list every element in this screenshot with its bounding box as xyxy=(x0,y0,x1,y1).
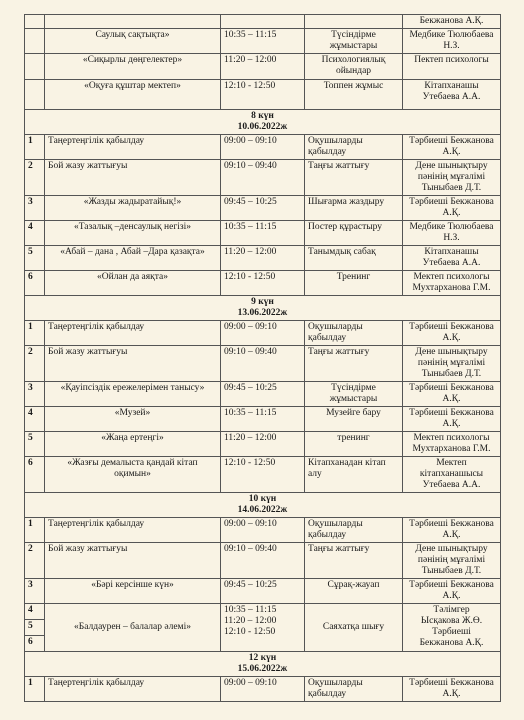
day-title: 9 күн xyxy=(251,297,274,307)
form-cell: Кітапханадан кітап алу xyxy=(305,457,403,493)
table-row xyxy=(25,432,501,457)
responsible-cell: Тәрбиеші Бекжанова А.Қ. xyxy=(403,135,501,160)
time-cell xyxy=(221,15,305,29)
responsible-cell: Мектеп кітапханашысы Утебаева А.А. xyxy=(403,457,501,493)
table-row xyxy=(25,271,501,296)
form-cell: Саяхатқа шығу xyxy=(305,604,403,652)
row-number: 4 xyxy=(25,407,45,432)
schedule-table xyxy=(24,14,501,702)
form-cell: Топпен жұмыс xyxy=(305,80,403,110)
time-cell: 12:10 - 12:50 xyxy=(221,457,305,493)
row-number: 5 xyxy=(25,246,45,271)
responsible-cell: Тәрбиеші Бекжанова А.Қ. xyxy=(403,579,501,604)
time-line: 10:35 – 11:15 xyxy=(224,605,277,615)
event-cell: Таңертеңгілік қабылдау xyxy=(45,518,221,543)
time-cell: 11:20 – 12:00 xyxy=(221,246,305,271)
event-cell xyxy=(45,15,221,29)
row-number: 1 xyxy=(25,677,45,702)
row-number: 1 xyxy=(25,135,45,160)
responsible-cell: Дене шынықтыру пәнінің мұғалімі Тыныбаев Д.Т. xyxy=(403,543,501,579)
event-cell: «Ойлан да аяқта» xyxy=(45,271,221,296)
table-row xyxy=(25,80,501,110)
responsible-cell: Мектеп психологы Мухтарханова Г.М. xyxy=(403,432,501,457)
row-number: 5 xyxy=(25,620,45,636)
day-title: 8 күн xyxy=(251,111,274,121)
event-cell: «Бәрі керсінше күн» xyxy=(45,579,221,604)
table-row xyxy=(25,407,501,432)
row-number: 1 xyxy=(25,321,45,346)
event-cell: Таңертеңгілік қабылдау xyxy=(45,135,221,160)
time-line: 12:10 - 12:50 xyxy=(224,627,276,637)
event-cell: «Музей» xyxy=(45,407,221,432)
row-number: 6 xyxy=(25,636,45,652)
day-date: 14.06.2022ж xyxy=(237,505,288,515)
day-title: 12 күн xyxy=(248,653,277,663)
table-row xyxy=(25,518,501,543)
responsible-cell: Медбике Тюлюбаева Н.З. xyxy=(403,29,501,54)
table-row xyxy=(25,604,501,620)
form-cell: Сұрақ-жауап xyxy=(305,579,403,604)
row-number: 4 xyxy=(25,604,45,620)
responsible-cell: Дене шынықтыру пәнінің мұғалімі Тыныбаев Д.Т. xyxy=(403,346,501,382)
event-cell: «Сиқырлы дөңгелектер» xyxy=(45,54,221,80)
event-cell: Саулық сақтықта» xyxy=(45,29,221,54)
time-cell: 10:35 – 11:15 xyxy=(221,407,305,432)
responsible-cell: Тәрбиеші Бекжанова А.Қ. xyxy=(403,382,501,407)
form-cell: Постер құрастыру xyxy=(305,221,403,246)
day-header xyxy=(25,493,501,518)
responsible-cell: Медбике Тюлюбаева Н.З. xyxy=(403,221,501,246)
responsible-line: Тәлімгер xyxy=(433,605,470,615)
responsible-line: Ысқакова Ж.Ө. xyxy=(420,616,483,626)
day-header xyxy=(25,110,501,135)
responsible-cell: Тәрбиеші Бекжанова А.Қ. xyxy=(403,196,501,221)
responsible-cell: Тәрбиеші Бекжанова А.Қ. xyxy=(403,677,501,702)
day-header xyxy=(25,296,501,321)
row-number: 4 xyxy=(25,221,45,246)
time-cell: 09:45 – 10:25 xyxy=(221,579,305,604)
form-cell: Психологиялық ойындар xyxy=(305,54,403,80)
form-cell: Шығарма жаздыру xyxy=(305,196,403,221)
table-row xyxy=(25,135,501,160)
responsible-cell: Тәрбиеші Бекжанова А.Қ. xyxy=(403,321,501,346)
time-cell: 09:10 – 09:40 xyxy=(221,160,305,196)
responsible-cell: Тәрбиеші Бекжанова А.Қ. xyxy=(403,407,501,432)
form-cell: Түсіндірме жұмыстары xyxy=(305,382,403,407)
time-cell: 09:45 – 10:25 xyxy=(221,382,305,407)
time-cell: 09:00 – 09:10 xyxy=(221,321,305,346)
time-cell: 10:35 – 11:15 xyxy=(221,221,305,246)
time-cell: 12:10 - 12:50 xyxy=(221,80,305,110)
responsible-cell: Кітапханашы Утебаева А.А. xyxy=(403,246,501,271)
table-row xyxy=(25,221,501,246)
time-cell: 12:10 - 12:50 xyxy=(221,271,305,296)
table-row xyxy=(25,196,501,221)
time-cell: 09:00 – 09:10 xyxy=(221,518,305,543)
row-number: 6 xyxy=(25,271,45,296)
table-row xyxy=(25,160,501,196)
event-cell: «Жазғы демалыста қандай кітап оқимын» xyxy=(45,457,221,493)
event-cell: Таңертеңгілік қабылдау xyxy=(45,321,221,346)
event-cell: Таңертеңгілік қабылдау xyxy=(45,677,221,702)
time-line: 11:20 – 12:00 xyxy=(224,616,277,626)
responsible-line: Бекжанова А.Қ. xyxy=(419,638,484,648)
row-number: 6 xyxy=(25,457,45,493)
event-cell: «Балдаурен – балалар әлемі» xyxy=(45,604,221,652)
form-cell: Таңғы жаттығу xyxy=(305,160,403,196)
event-cell: «Абай – дана , Абай –Дара қазақта» xyxy=(45,246,221,271)
time-cell: 11:20 – 12:00 xyxy=(221,432,305,457)
responsible-cell: Мектеп психологы Мухтарханова Г.М. xyxy=(403,271,501,296)
row-number: 2 xyxy=(25,543,45,579)
responsible-cell: Пектеп психологы xyxy=(403,54,501,80)
table-row xyxy=(25,321,501,346)
responsible-cell xyxy=(403,604,501,652)
form-cell: Түсіндірме жұмыстары xyxy=(305,29,403,54)
form-cell: тренинг xyxy=(305,432,403,457)
row-number: 3 xyxy=(25,579,45,604)
form-cell xyxy=(305,15,403,29)
form-cell: Музейге бару xyxy=(305,407,403,432)
event-cell: «Тазалық –денсаулық негізі» xyxy=(45,221,221,246)
event-cell: Бой жазу жаттығуы xyxy=(45,346,221,382)
day-date: 10.06.2022ж xyxy=(237,122,288,132)
table-row xyxy=(25,346,501,382)
table-row xyxy=(25,382,501,407)
responsible-cell: Дене шынықтыру пәнінің мұғалімі Тыныбаев Д.Т. xyxy=(403,160,501,196)
table-row xyxy=(25,15,501,29)
form-cell: Таңғы жаттығу xyxy=(305,346,403,382)
time-cell: 09:00 – 09:10 xyxy=(221,135,305,160)
form-cell: Тренинг xyxy=(305,271,403,296)
row-number: 2 xyxy=(25,160,45,196)
event-cell: «Жаңа ертеңгі» xyxy=(45,432,221,457)
table-row xyxy=(25,246,501,271)
day-date: 15.06.2022ж xyxy=(237,664,288,674)
table-row xyxy=(25,677,501,702)
table-row xyxy=(25,457,501,493)
responsible-cell: Тәрбиеші Бекжанова А.Қ. xyxy=(403,518,501,543)
time-cell: 09:10 – 09:40 xyxy=(221,543,305,579)
form-cell: Оқушыларды қабылдау xyxy=(305,321,403,346)
form-cell: Оқушыларды қабылдау xyxy=(305,135,403,160)
row-number: 3 xyxy=(25,382,45,407)
time-cell: 11:20 – 12:00 xyxy=(221,54,305,80)
responsible-line: Тәрбиеші xyxy=(432,627,471,637)
event-cell: Бой жазу жаттығуы xyxy=(45,160,221,196)
event-cell: «Қауіпсіздік ережелерімен танысу» xyxy=(45,382,221,407)
form-cell: Таңғы жаттығу xyxy=(305,543,403,579)
responsible-cell: Бекжанова А.Қ. xyxy=(403,15,501,29)
row-number: 5 xyxy=(25,432,45,457)
event-cell: «Жазды жадыратайық!» xyxy=(45,196,221,221)
table-row xyxy=(25,579,501,604)
form-cell: Танымдық сабақ xyxy=(305,246,403,271)
table-row xyxy=(25,54,501,80)
form-cell: Оқушыларды қабылдау xyxy=(305,677,403,702)
time-cell: 10:35 – 11:15 xyxy=(221,29,305,54)
row-number: 2 xyxy=(25,346,45,382)
day-date: 13.06.2022ж xyxy=(237,308,288,318)
day-header xyxy=(25,652,501,677)
responsible-cell: Кітапханашы Утебаева А.А. xyxy=(403,80,501,110)
row-number: 1 xyxy=(25,518,45,543)
event-cell: «Оқуға құштар мектеп» xyxy=(45,80,221,110)
table-row xyxy=(25,543,501,579)
event-cell: Бой жазу жаттығуы xyxy=(45,543,221,579)
form-cell: Оқушыларды қабылдау xyxy=(305,518,403,543)
time-cell: 09:10 – 09:40 xyxy=(221,346,305,382)
time-cell: 09:45 – 10:25 xyxy=(221,196,305,221)
time-cell xyxy=(221,604,305,652)
time-cell: 09:00 – 09:10 xyxy=(221,677,305,702)
day-title: 10 күн xyxy=(248,494,277,504)
table-row xyxy=(25,29,501,54)
row-number: 3 xyxy=(25,196,45,221)
